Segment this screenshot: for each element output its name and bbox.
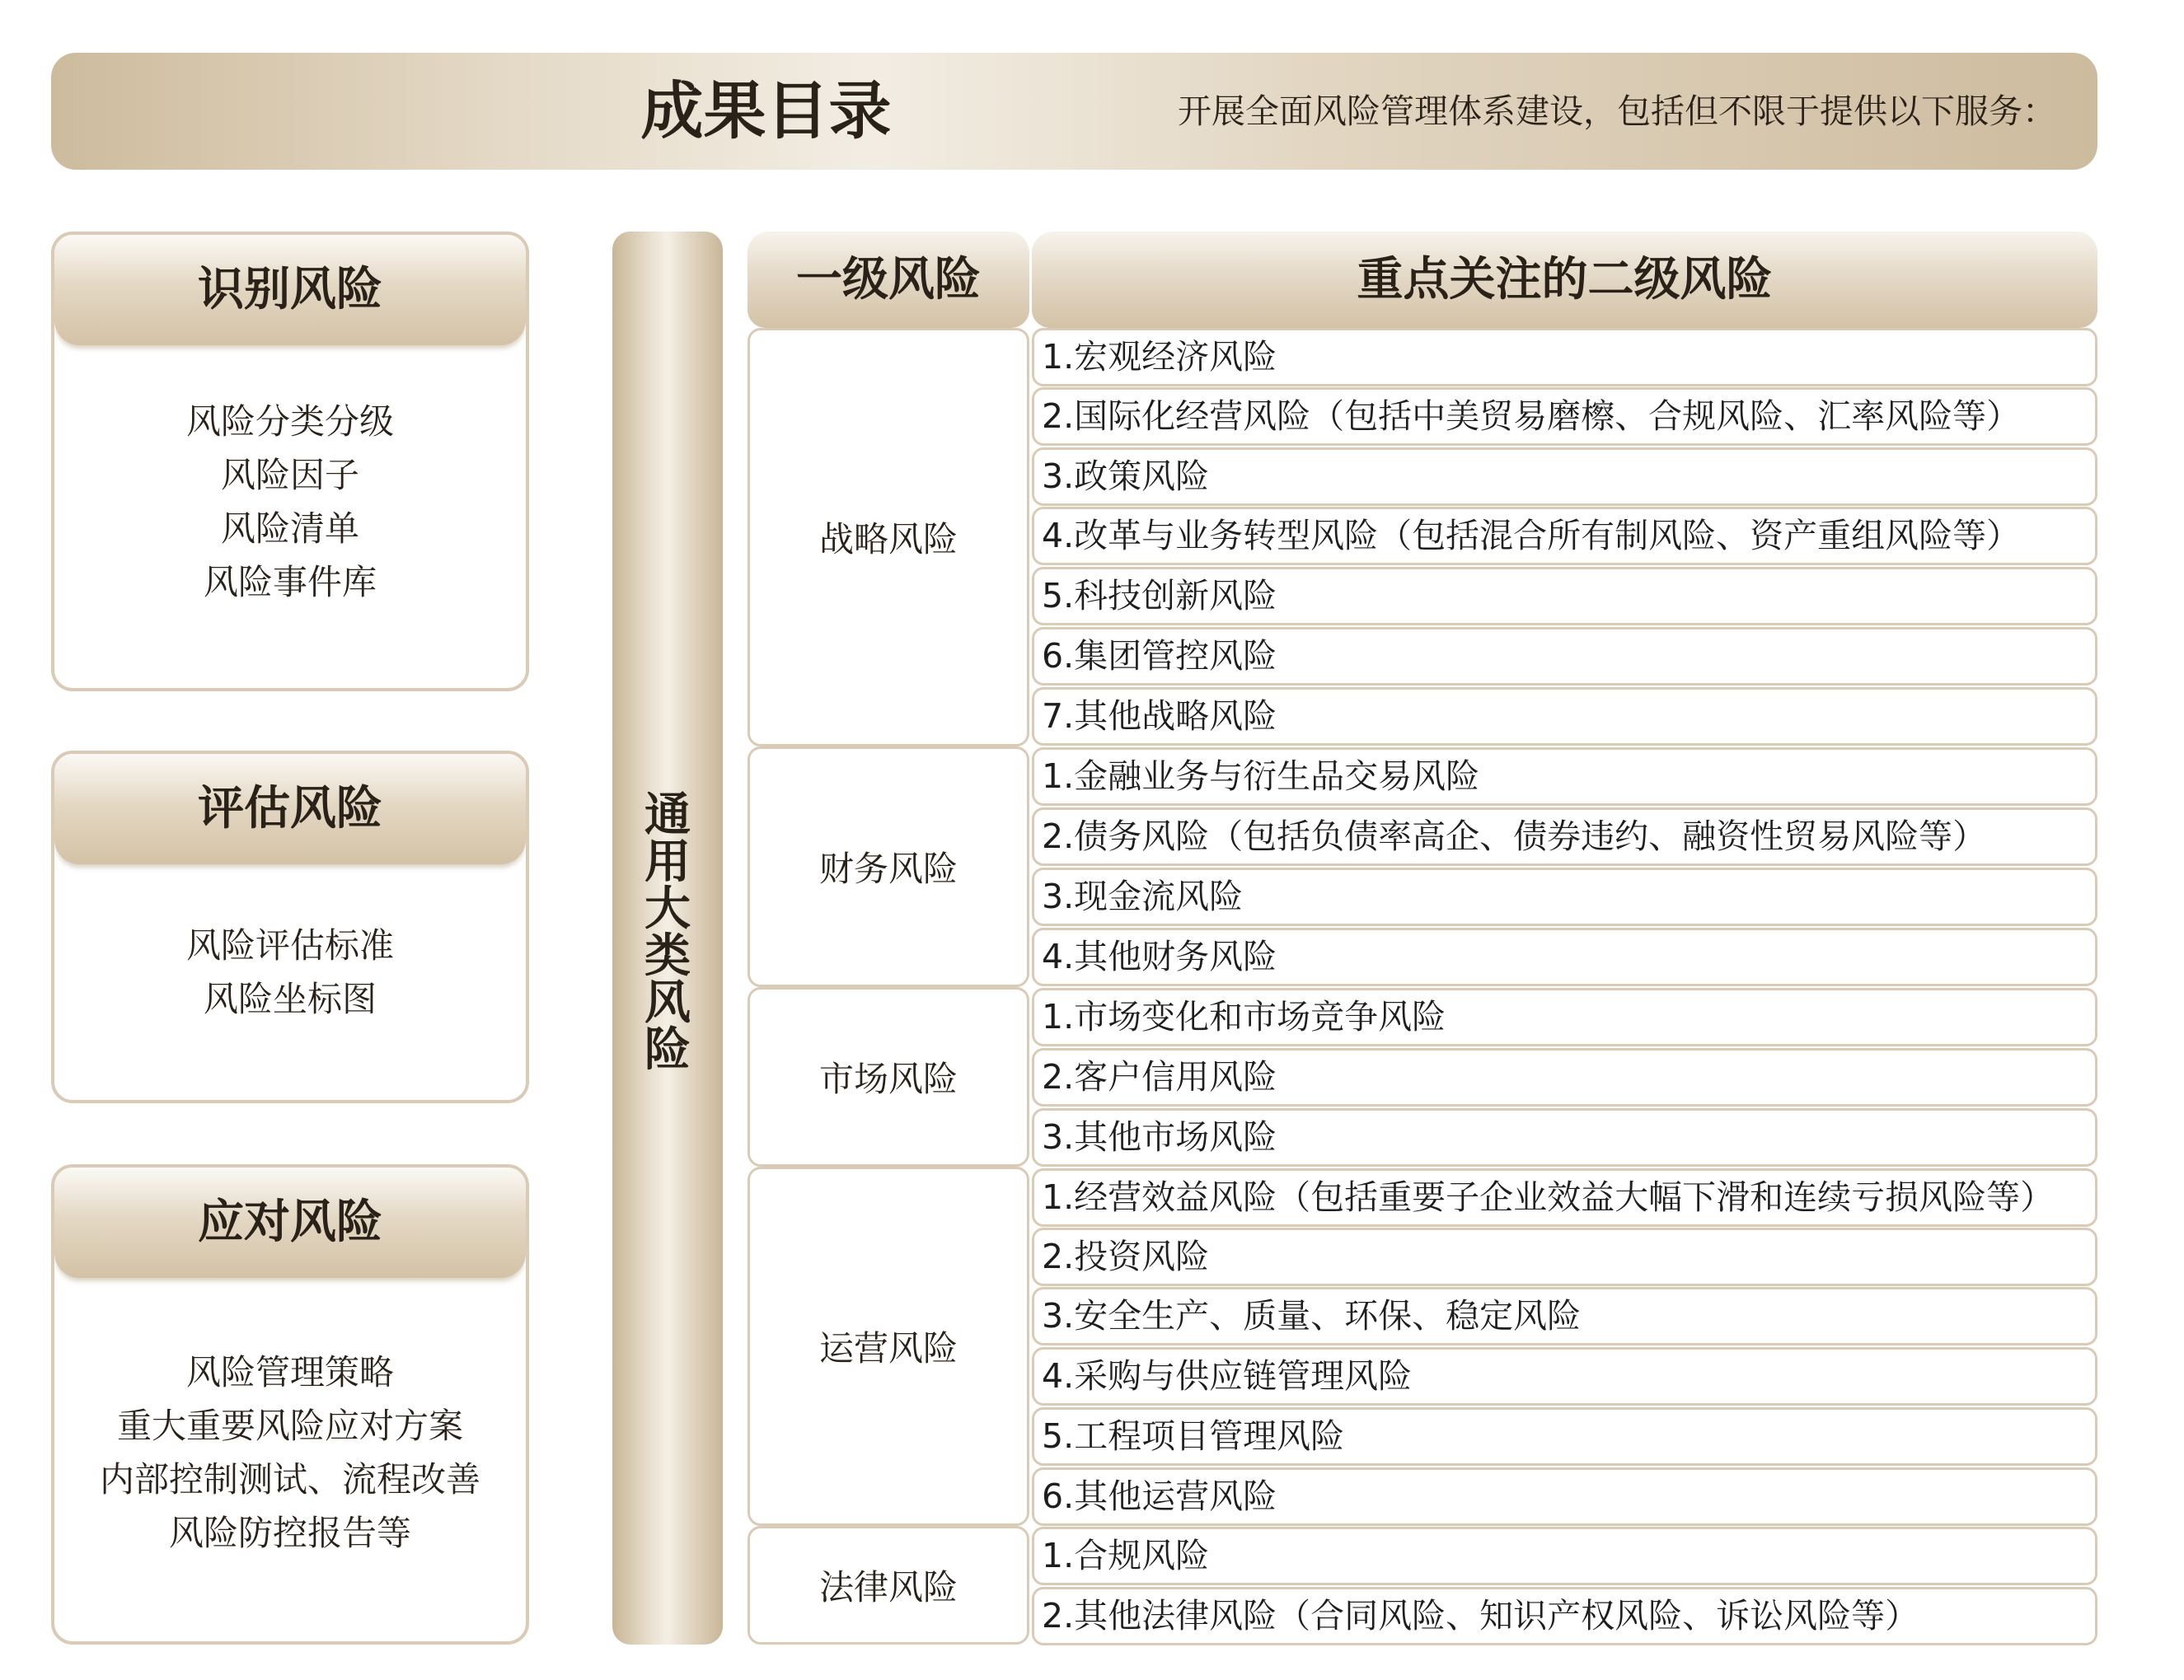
table-row: 4.其他财务风险: [1032, 928, 2097, 986]
card-item: 重大重要风险应对方案: [116, 1406, 463, 1446]
level1-operational: 运营风险: [748, 1167, 1029, 1526]
header-banner: [51, 53, 2097, 170]
card-item: 风险坐标图: [203, 979, 377, 1019]
table-row: 6.集团管控风险: [1032, 627, 2097, 686]
level1-market: 市场风险: [748, 987, 1029, 1167]
table-row: 3.其他市场风险: [1032, 1108, 2097, 1167]
card-item: 风险因子: [220, 455, 359, 495]
card-item: 风险分类分级: [185, 401, 394, 442]
col-header-level2: 重点关注的二级风险: [1032, 232, 2097, 328]
table-row: 7.其他战略风险: [1032, 687, 2097, 746]
card-item-list: [54, 345, 526, 609]
table-row: 2.债务风险（包括负债率高企、债券违约、融资性贸易风险等）: [1032, 807, 2097, 866]
page-subtitle: 开展全面风险管理体系建设，包括但不限于提供以下服务：: [1178, 91, 2056, 131]
page-title: 成果目录: [640, 74, 892, 147]
card-title: 应对风险: [54, 1168, 526, 1278]
table-row: 5.科技创新风险: [1032, 567, 2097, 625]
table-row: 2.国际化经营风险（包括中美贸易磨檫、合规风险、汇率风险等）: [1032, 387, 2097, 446]
card-item: 风险防控报告等: [168, 1513, 411, 1553]
level1-legal: 法律风险: [748, 1526, 1029, 1645]
table-row: 1.宏观经济风险: [1032, 328, 2097, 386]
table-row: 1.合规风险: [1032, 1527, 2097, 1585]
general-risk-category-bar: [612, 232, 723, 1645]
table-row: 4.改革与业务转型风险（包括混合所有制风险、资产重组风险等）: [1032, 507, 2097, 565]
card-title: 识别风险: [54, 235, 526, 345]
table-row: 1.市场变化和市场竞争风险: [1032, 988, 2097, 1046]
card-item: 风险清单: [220, 508, 359, 549]
table-row: 2.客户信用风险: [1032, 1048, 2097, 1107]
table-row: 5.工程项目管理风险: [1032, 1407, 2097, 1466]
card-identify-risk: [51, 232, 529, 691]
table-row: 2.投资风险: [1032, 1228, 2097, 1286]
level1-strategic: 战略风险: [748, 328, 1029, 746]
card-item: 风险管理策略: [185, 1352, 394, 1392]
table-row: 2.其他法律风险（合同风险、知识产权风险、诉讼风险等）: [1032, 1587, 2097, 1645]
vertical-label: 通 用 大 类 风 险: [644, 789, 691, 1077]
table-row: 3.安全生产、质量、环保、稳定风险: [1032, 1287, 2097, 1345]
card-title: 评估风险: [54, 754, 526, 864]
col-header-level1: 一级风险: [748, 232, 1029, 328]
table-row: 3.现金流风险: [1032, 868, 2097, 926]
table-row: 1.金融业务与衍生品交易风险: [1032, 747, 2097, 806]
table-row: 3.政策风险: [1032, 447, 2097, 506]
card-item: 风险事件库: [203, 562, 377, 602]
level1-financial: 财务风险: [748, 746, 1029, 987]
card-item: 内部控制测试、流程改善: [99, 1459, 480, 1500]
table-row: 1.经营效益风险（包括重要子企业效益大幅下滑和连续亏损风险等）: [1032, 1168, 2097, 1227]
table-row: 6.其他运营风险: [1032, 1467, 2097, 1526]
card-assess-risk: [51, 751, 529, 1103]
card-respond-risk: [51, 1164, 529, 1645]
table-row: 4.采购与供应链管理风险: [1032, 1347, 2097, 1406]
card-item: 风险评估标准: [185, 925, 394, 966]
card-item-list: [54, 864, 526, 1026]
card-item-list: [54, 1278, 526, 1560]
